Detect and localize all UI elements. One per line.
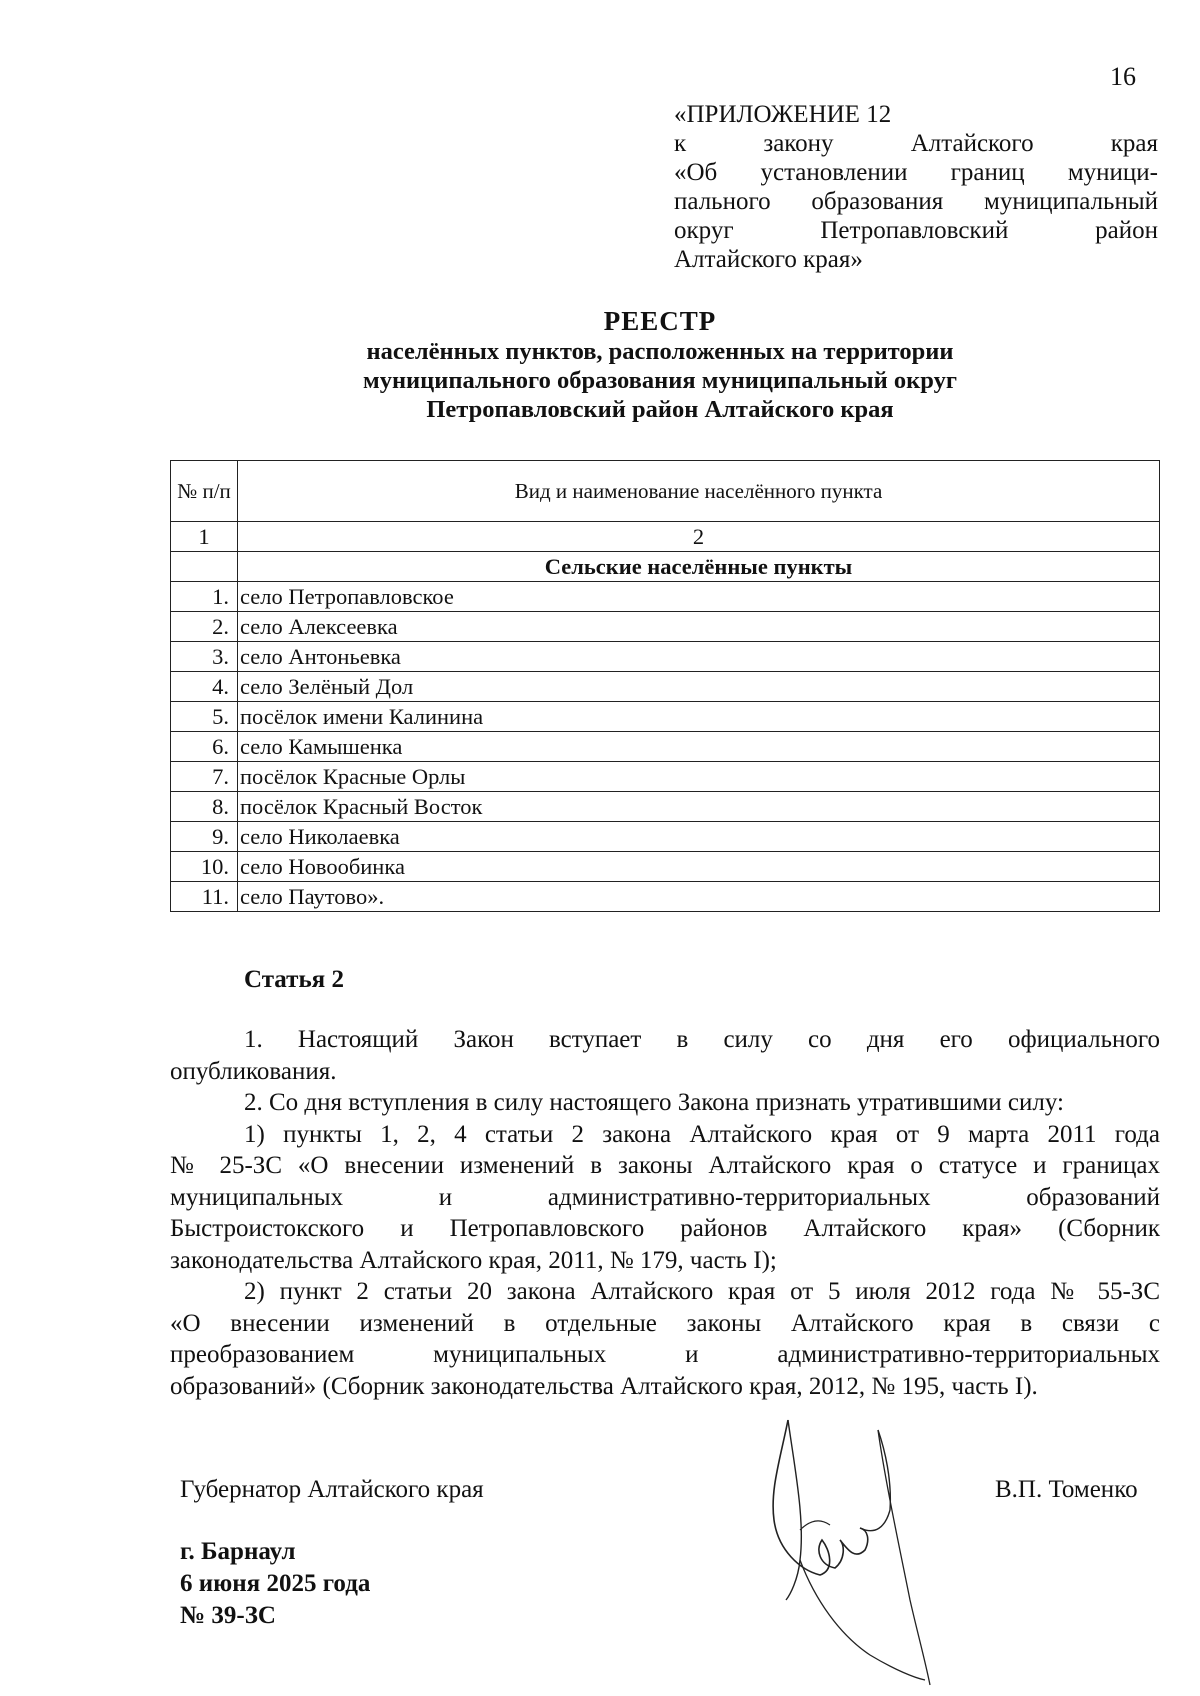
appendix-line: пального образования муниципальный — [674, 188, 1158, 215]
table-row — [171, 762, 1160, 792]
table-section-row — [171, 552, 1160, 582]
registry-subtitle — [150, 337, 1170, 424]
row-num: 4. — [171, 672, 238, 702]
header-name: Вид и наименование населённого пункта — [238, 461, 1160, 522]
section-title: Сельские населённые пункты — [238, 552, 1160, 582]
table-header-row — [171, 461, 1160, 522]
table-row — [171, 732, 1160, 762]
column-index-1: 1 — [171, 522, 238, 552]
registry-title: РЕЕСТР — [603, 306, 717, 336]
row-num: 7. — [171, 762, 238, 792]
governor-position: Губернатор Алтайского края — [180, 1476, 484, 1503]
appendix-header — [674, 100, 1158, 274]
row-name: село Камышенка — [238, 732, 1160, 762]
row-num: 3. — [171, 642, 238, 672]
settlements-table — [170, 460, 1160, 912]
row-num: 2. — [171, 612, 238, 642]
row-name: село Паутово». — [238, 882, 1160, 912]
governor-name: В.П. Томенко — [995, 1476, 1138, 1503]
row-name: посёлок имени Калинина — [238, 702, 1160, 732]
appendix-line: округ Петропавловский район — [674, 217, 1158, 244]
paragraph-1-line-2: опубликования. — [170, 1057, 337, 1085]
column-index-2: 2 — [238, 522, 1160, 552]
table-index-row — [171, 522, 1160, 552]
registry-subtitle-line: муниципального образования муниципальный округ — [363, 367, 957, 394]
row-name: село Алексеевка — [238, 612, 1160, 642]
item-1-last-line: законодательства Алтайского края, 2011, № 179, часть I); — [170, 1246, 777, 1274]
row-num: 6. — [171, 732, 238, 762]
item-2-last-line: образований» (Сборник законодательства Алтайского края, 2012, № 195, часть I). — [170, 1372, 1038, 1400]
handwritten-signature — [760, 1400, 950, 1690]
table-row — [171, 882, 1160, 912]
table-row — [171, 702, 1160, 732]
row-num: 11. — [171, 882, 238, 912]
appendix-line: «ПРИЛОЖЕНИЕ 12 — [674, 101, 892, 128]
appendix-line: «Об установлении границ муници- — [674, 159, 1158, 186]
item-2-line: преобразованием муниципальных и административно-территориальных — [170, 1341, 1160, 1368]
section-empty-cell — [171, 552, 238, 582]
date: 6 июня 2025 года — [180, 1570, 371, 1597]
table-row — [171, 582, 1160, 612]
table-row — [171, 672, 1160, 702]
appendix-line: Алтайского края» — [674, 246, 863, 273]
table-row — [171, 792, 1160, 822]
registry-subtitle-line: населённых пунктов, расположенных на территории — [366, 338, 954, 365]
row-name: село Зелёный Дол — [238, 672, 1160, 702]
row-name: село Николаевка — [238, 822, 1160, 852]
page-number: 16 — [1110, 62, 1136, 91]
table-row — [171, 852, 1160, 882]
row-name: посёлок Красный Восток — [238, 792, 1160, 822]
article-body — [170, 1024, 1160, 1402]
item-1-line: № 25-ЗС «О внесении изменений в законы Алтайского края о статусе и границах — [170, 1152, 1160, 1179]
item-1-line: Быстроистокского и Петропавловского районов Алтайского края» (Сборник — [170, 1215, 1160, 1242]
paragraph-1-line-1: 1. Настоящий Закон вступает в силу со дня его официального — [244, 1026, 1160, 1053]
table-row — [171, 822, 1160, 852]
table-row — [171, 612, 1160, 642]
city: г. Барнаул — [180, 1538, 296, 1565]
row-num: 1. — [171, 582, 238, 612]
row-name: село Новообинка — [238, 852, 1160, 882]
article-heading: Статья 2 — [244, 966, 344, 993]
row-name: село Антоньевка — [238, 642, 1160, 672]
row-num: 8. — [171, 792, 238, 822]
row-num: 10. — [171, 852, 238, 882]
item-1-line: 1) пункты 1, 2, 4 статьи 2 закона Алтайского края от 9 марта 2011 года — [244, 1120, 1160, 1148]
row-name: посёлок Красные Орлы — [238, 762, 1160, 792]
signature-block — [180, 1536, 370, 1632]
row-num: 9. — [171, 822, 238, 852]
item-1-line: муниципальных и административно-территориальных образований — [170, 1183, 1160, 1211]
item-2-line: 2) пункт 2 статьи 20 закона Алтайского края от 5 июля 2012 года № 55-ЗС — [244, 1278, 1160, 1305]
row-num: 5. — [171, 702, 238, 732]
table-row — [171, 642, 1160, 672]
law-number: № 39-ЗС — [180, 1602, 276, 1629]
appendix-line: к закону Алтайского края — [674, 130, 1158, 157]
registry-subtitle-line: Петропавловский район Алтайского края — [426, 396, 894, 423]
row-name: село Петропавловское — [238, 582, 1160, 612]
item-2-line: «О внесении изменений в отдельные законы Алтайского края в связи с — [170, 1309, 1160, 1337]
header-num: № п/п — [171, 461, 238, 522]
paragraph-2: 2. Со дня вступления в силу настоящего Закона признать утратившими силу: — [244, 1089, 1064, 1116]
